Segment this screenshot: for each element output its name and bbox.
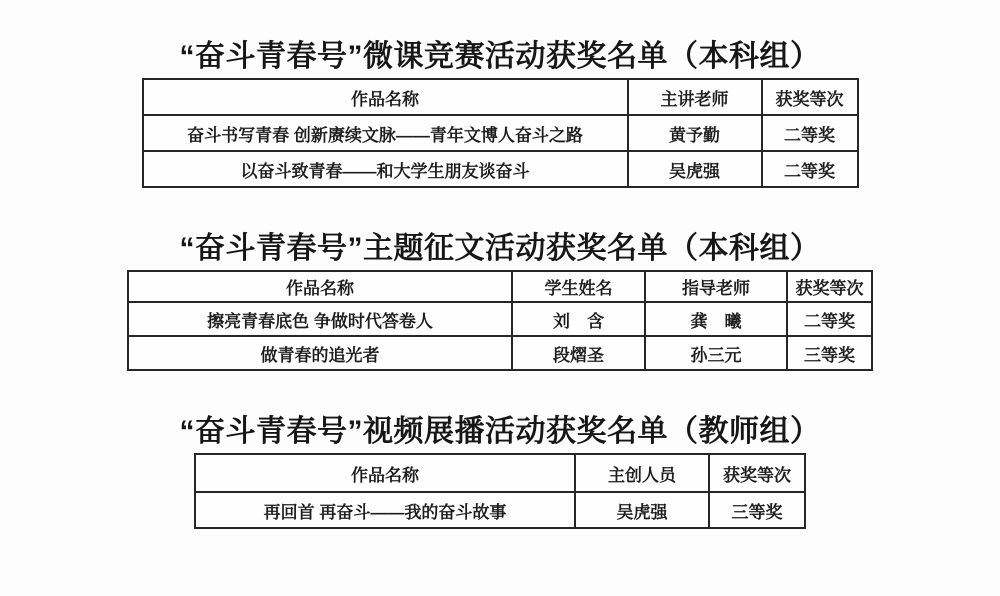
col-header-work-title: 作品名称 xyxy=(195,454,575,492)
student-name-cell: 刘 含 xyxy=(512,302,645,336)
award-level-cell: 二等奖 xyxy=(787,302,872,336)
table-row xyxy=(195,492,805,528)
work-title-cell: 擦亮青春底色 争做时代答卷人 xyxy=(128,302,512,336)
section-microcourse xyxy=(0,36,1000,188)
table-row xyxy=(143,151,858,187)
col-header-award-level: 获奖等次 xyxy=(762,79,858,115)
section-title: “奋斗青春号”微课竞赛活动获奖名单（本科组） xyxy=(179,40,821,73)
work-title-cell: 做青春的追光者 xyxy=(128,336,512,370)
col-header-lecturer: 主讲老师 xyxy=(628,79,762,115)
section-video xyxy=(0,411,1000,529)
col-header-creator: 主创人员 xyxy=(575,454,709,492)
advisor-cell: 孙三元 xyxy=(645,336,787,370)
award-level-cell: 三等奖 xyxy=(709,492,805,528)
award-level-cell: 二等奖 xyxy=(762,151,858,187)
table-row xyxy=(128,336,872,370)
table-header-row xyxy=(143,79,858,115)
section-title: “奋斗青春号”视频展播活动获奖名单（教师组） xyxy=(179,415,821,448)
work-title-cell: 奋斗书写青春 创新赓续文脉——青年文博人奋斗之路 xyxy=(143,115,628,151)
creator-cell: 吴虎强 xyxy=(575,492,709,528)
col-header-advisor: 指导老师 xyxy=(645,271,787,302)
col-header-work-title: 作品名称 xyxy=(128,271,512,302)
award-level-cell: 三等奖 xyxy=(787,336,872,370)
table-header-row xyxy=(128,271,872,302)
awards-table-essay xyxy=(127,270,873,371)
award-level-cell: 二等奖 xyxy=(762,115,858,151)
col-header-award-level: 获奖等次 xyxy=(709,454,805,492)
col-header-student-name: 学生姓名 xyxy=(512,271,645,302)
lecturer-cell: 吴虎强 xyxy=(628,151,762,187)
table-row xyxy=(128,302,872,336)
section-essay xyxy=(0,228,1000,371)
table-header-row xyxy=(195,454,805,492)
section-title: “奋斗青春号”主题征文活动获奖名单（本科组） xyxy=(179,232,821,265)
work-title-cell: 以奋斗致青春——和大学生朋友谈奋斗 xyxy=(143,151,628,187)
student-name-cell: 段熠圣 xyxy=(512,336,645,370)
advisor-cell: 龚 曦 xyxy=(645,302,787,336)
awards-table-microcourse xyxy=(142,78,859,188)
col-header-work-title: 作品名称 xyxy=(143,79,628,115)
awards-table-video xyxy=(194,453,806,529)
work-title-cell: 再回首 再奋斗——我的奋斗故事 xyxy=(195,492,575,528)
table-row xyxy=(143,115,858,151)
col-header-award-level: 获奖等次 xyxy=(787,271,872,302)
lecturer-cell: 黄予勤 xyxy=(628,115,762,151)
